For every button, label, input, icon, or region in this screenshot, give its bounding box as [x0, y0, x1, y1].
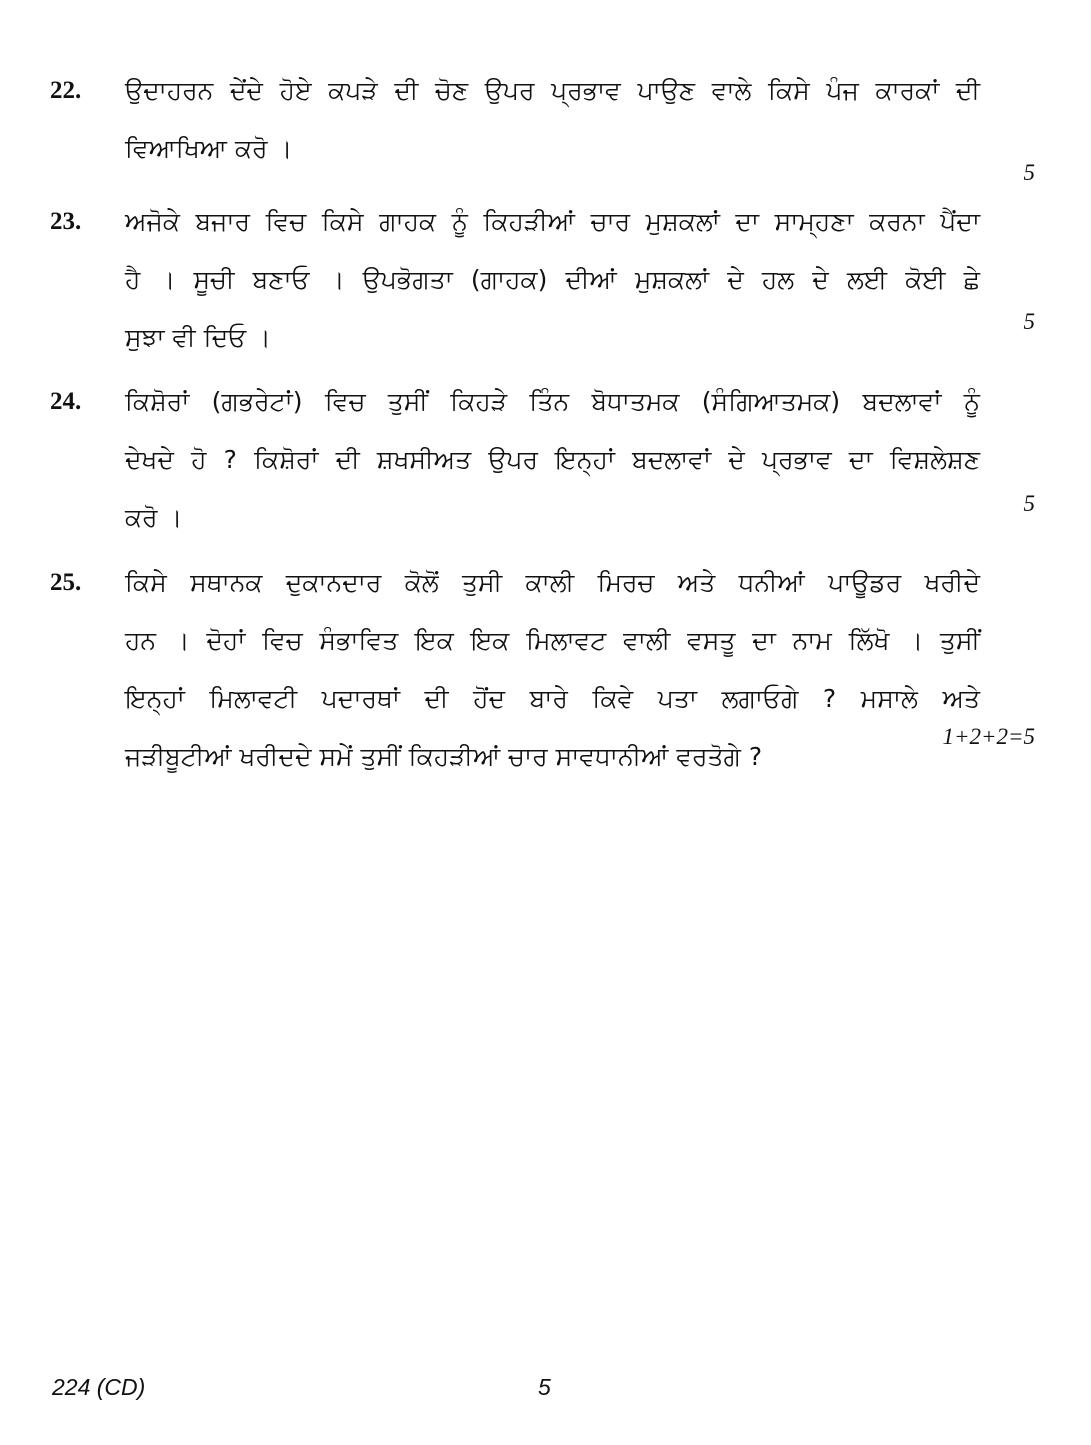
question-number: 25. — [50, 569, 82, 596]
question-marks: 1+2+2=5 — [942, 724, 1035, 749]
question-line: ਵਿਆਖਿਆ ਕਰੋ । — [125, 134, 293, 163]
question-line: ਉਦਾਹਰਨ ਦੇਂਦੇ ਹੋਏ ਕਪੜੇ ਦੀ ਚੋਣ ਉਪਰ ਪ੍ਰਭਾਵ ਪਾਉਣ ਵਾਲੇ ਕਿਸੇ ਪੰਜ ਕਾਰਕਾਂ ਦੀ — [125, 76, 980, 105]
question-line: ਕਿਸੇ ਸਥਾਨਕ ਦੁਕਾਨਦਾਰ ਕੋਲੋਂ ਤੁਸੀ ਕਾਲੀ ਮਿਰਚ ਅਤੇ ਧਨੀਆਂ ਪਾਊਡਰ ਖਰੀਦੇ — [125, 568, 980, 597]
page-number: 5 — [538, 1374, 551, 1400]
question-line: ਹਨ । ਦੋਹਾਂ ਵਿਚ ਸੰਭਾਵਿਤ ਇਕ ਇਕ ਮਿਲਾਵਟ ਵਾਲੀ ਵਸਤੂ ਦਾ ਨਾਮ ਲਿੱਖੋ । ਤੁਸੀਂ — [125, 626, 980, 655]
question-line: ਸੁਝਾ ਵੀ ਦਿਓ । — [125, 323, 271, 352]
question-line: ਹੈ । ਸੂਚੀ ਬਣਾਓ । ਉਪਭੋਗਤਾ (ਗਾਹਕ) ਦੀਆਂ ਮੁਸ਼ਕਲਾਂ ਦੇ ਹਲ ਦੇ ਲਈ ਕੋਈ ਛੇ — [125, 265, 980, 294]
question-number: 23. — [50, 208, 82, 235]
question-marks: 5 — [1023, 160, 1035, 185]
paper-code: 224 (CD) — [52, 1374, 146, 1400]
question-number: 22. — [50, 77, 82, 104]
question-marks: 5 — [1023, 309, 1035, 334]
question-text — [125, 554, 980, 786]
question-line: ਕਿਸ਼ੋਰਾਂ (ਗਭਰੇਟਾਂ) ਵਿਚ ਤੁਸੀਂ ਕਿਹੜੇ ਤਿੰਨ ਬੋਧਾਤਮਕ (ਸੰਗਿਆਤਮਕ) ਬਦਲਾਵਾਂ ਨੂੰ — [125, 387, 980, 416]
question-line: ਇਨ੍ਹਾਂ ਮਿਲਾਵਟੀ ਪਦਾਰਥਾਂ ਦੀ ਹੋਂਦ ਬਾਰੇ ਕਿਵੇ ਪਤਾ ਲਗਾਓਗੇ ? ਮਸਾਲੇ ਅਤੇ — [125, 684, 980, 713]
question-line: ਕਰੋ । — [125, 503, 183, 532]
question-text — [125, 193, 980, 367]
question-number: 24. — [50, 388, 82, 415]
question-text — [125, 62, 980, 178]
question-line: ਅਜੋਕੇ ਬਜਾਰ ਵਿਚ ਕਿਸੇ ਗਾਹਕ ਨੂੰ ਕਿਹੜੀਆਂ ਚਾਰ ਮੁਸ਼ਕਲਾਂ ਦਾ ਸਾਮ੍ਹਣਾ ਕਰਨਾ ਪੈਂਦਾ — [125, 207, 980, 236]
question-line: ਜੜੀਬੂਟੀਆਂ ਖਰੀਦਦੇ ਸਮੇਂ ਤੁਸੀਂ ਕਿਹੜੀਆਂ ਚਾਰ ਸਾਵਧਾਨੀਆਂ ਵਰਤੋਗੇ ? — [125, 742, 763, 771]
question-line: ਦੇਖਦੇ ਹੋ ? ਕਿਸ਼ੋਰਾਂ ਦੀ ਸ਼ਖਸੀਅਤ ਉਪਰ ਇਨ੍ਹਾਂ ਬਦਲਾਵਾਂ ਦੇ ਪ੍ਰਭਾਵ ਦਾ ਵਿਸ਼ਲੇਸ਼ਣ — [125, 445, 980, 474]
question-text — [125, 373, 980, 547]
question-marks: 5 — [1023, 491, 1035, 516]
